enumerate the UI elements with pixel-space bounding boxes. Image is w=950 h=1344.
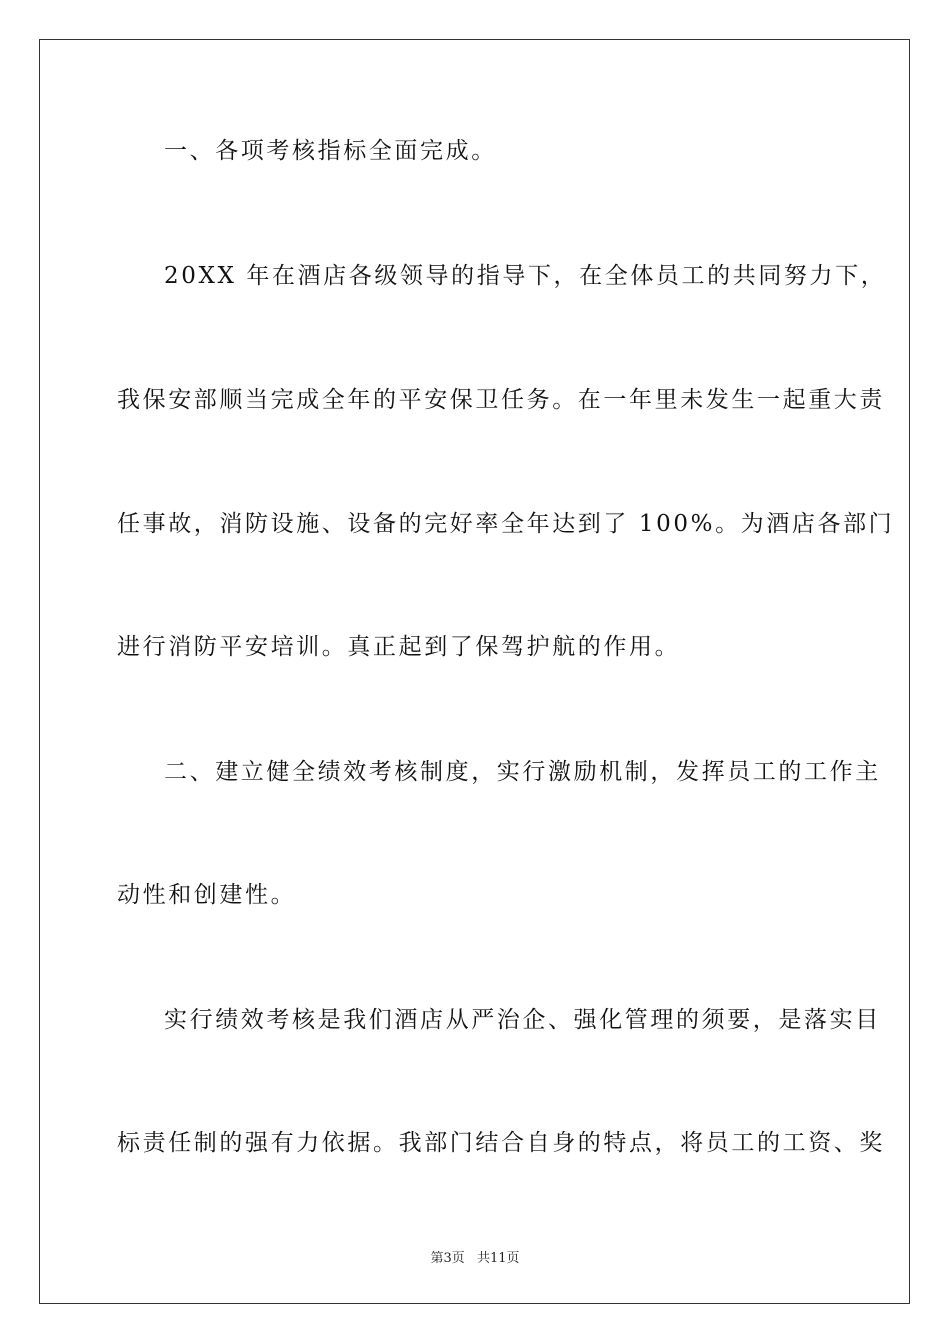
page-number-current: 第3页 bbox=[430, 1251, 465, 1266]
paragraph-line: 标责任制的强有力依据。我部门结合自身的特点，将员工的工资、奖 bbox=[117, 1130, 885, 1156]
heading-one: 一、各项考核指标全面完成。 bbox=[164, 138, 497, 164]
page-number-total: 共11页 bbox=[476, 1251, 520, 1266]
paragraph-line: 20XX 年在酒店各级领导的指导下，在全体员工的共同努力下， bbox=[164, 263, 887, 289]
heading-two: 二、建立健全绩效考核制度，实行激励机制，发挥员工的工作主 bbox=[164, 759, 881, 785]
page-footer bbox=[0, 1247, 950, 1266]
paragraph-line: 进行消防平安培训。真正起到了保驾护航的作用。 bbox=[117, 634, 681, 660]
page-frame bbox=[39, 39, 910, 1304]
paragraph-line: 我保安部顺当完成全年的平安保卫任务。在一年里未发生一起重大责 bbox=[117, 387, 885, 413]
paragraph-line: 实行绩效考核是我们酒店从严治企、强化管理的须要，是落实目 bbox=[164, 1007, 881, 1033]
heading-two-continued: 动性和创建性。 bbox=[117, 882, 297, 908]
paragraph-line: 任事故，消防设施、设备的完好率全年达到了 100%。为酒店各部门 bbox=[117, 511, 895, 537]
